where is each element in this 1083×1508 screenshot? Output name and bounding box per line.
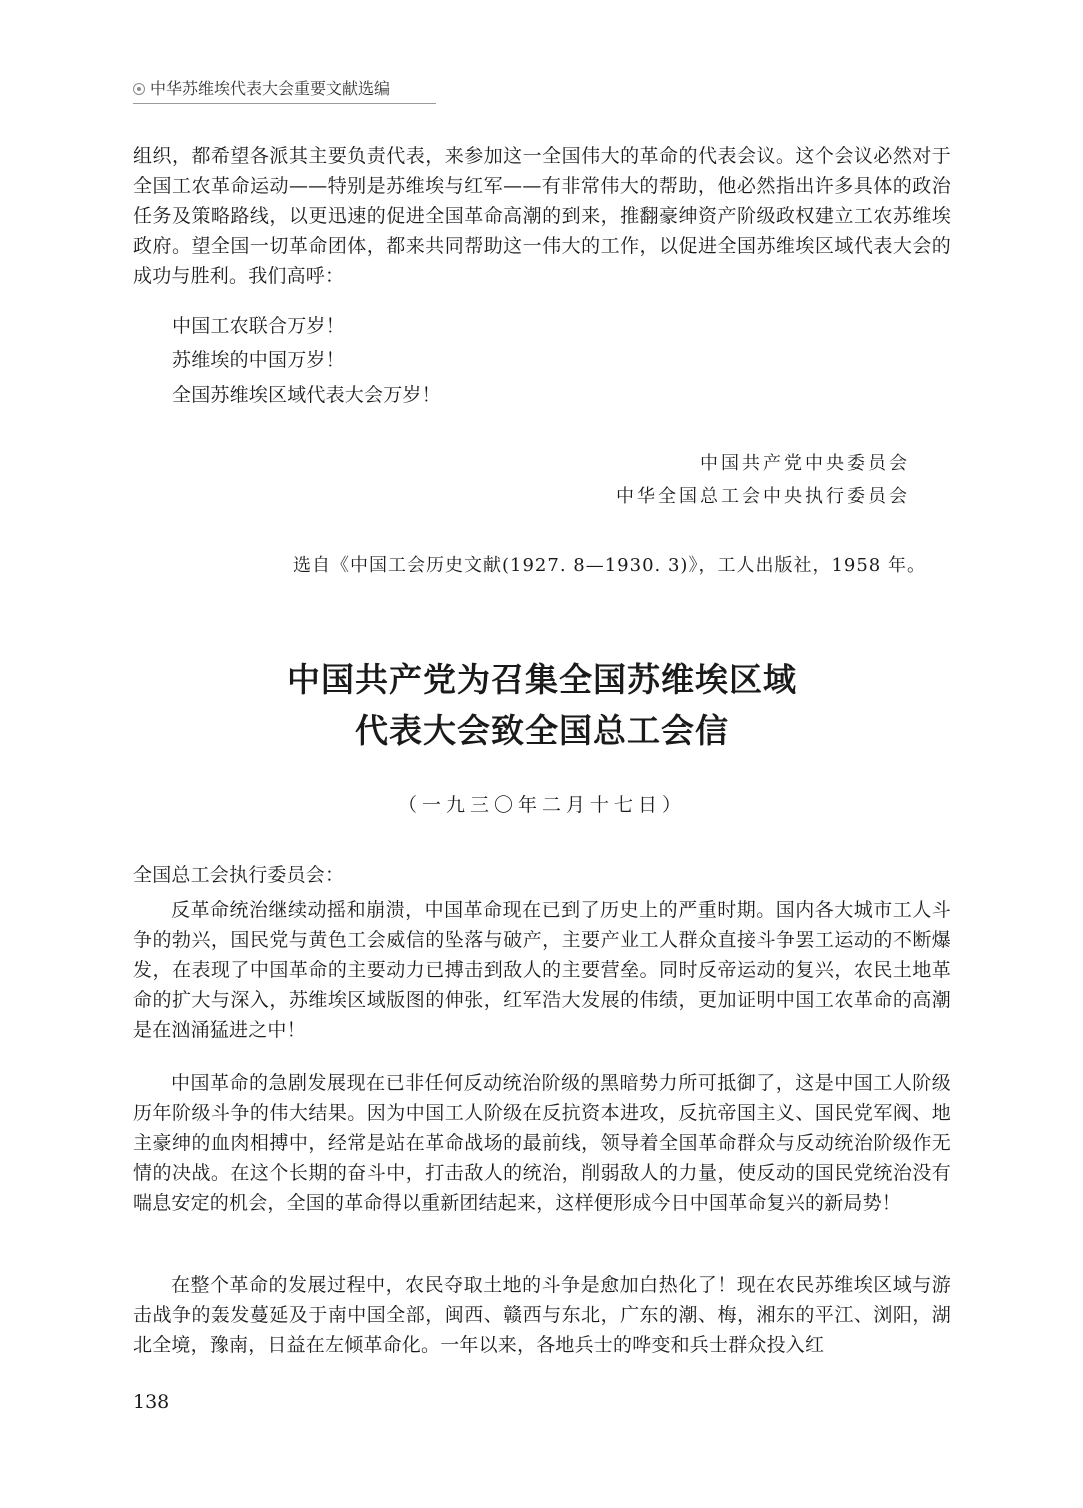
- signatory-federation-executive-committee: 中华全国总工会中央执行委员会: [616, 486, 910, 507]
- article-date: （一九三〇年二月十七日）: [397, 794, 686, 816]
- article-title-line-2: 代表大会致全国总工会信: [355, 711, 729, 750]
- body-paragraph-1: 反革命统治继续动摇和崩溃，中国革命现在已到了历史上的严重时期。国内各大城市工人斗争的勃兴，国民党与黄色工会威信的坠落与破产，主要产业工人群众直接斗争罢工运动的不断爆发，在表现了中国革命的主要动力已搏击到敌人的主要营垒。同时反帝运动的复兴，农民土地革命的扩大与深入，苏维埃区域版图的伸张，红军浩大发展的伟绩，更加证明中国工农革命的高潮是在汹涌猛进之中！: [133, 899, 951, 1041]
- article-title-line-1: 中国共产党为召集全国苏维埃区域: [287, 660, 797, 699]
- bullet-circle-icon: [133, 83, 145, 95]
- body-paragraph-2: 中国革命的急剧发展现在已非任何反动统治阶级的黑暗势力所可抵御了，这是中国工人阶级历年阶级斗争的伟大结果。因为中国工人阶级在反抗资本进攻，反抗帝国主义、国民党军阀、地主豪绅的血肉相搏中，经常是站在革命战场的最前线，领导着全国革命群众与反动统治阶级作无情的决战。在这个长期的奋斗中，打击敌人的统治，削弱敌人的力量，使反动的国民党统治没有喘息安定的机会，全国的革命得以重新团结起来，这样便形成今日中国革命复兴的新局势！: [133, 1072, 951, 1214]
- running-header: [133, 79, 436, 104]
- slogan-3: 全国苏维埃区域代表大会万岁！: [172, 384, 441, 406]
- slogan-2: 苏维埃的中国万岁！: [172, 349, 345, 371]
- signatory-ccp-central-committee: 中国共产党中央委员会: [700, 453, 910, 474]
- intro-paragraph: 组织，都希望各派其主要负责代表，来参加这一全国伟大的革命的代表会议。这个会议必然对于全国工农革命运动——特别是苏维埃与红军——有非常伟大的帮助，他必然指出许多具体的政治任务及策略路线，以更迅速的促进全国革命高潮的到来，推翻豪绅资产阶级政权建立工农苏维埃政府。望全国一切革命团体，都来共同帮助这一伟大的工作，以促进全国苏维埃区域代表大会的成功与胜利。我们高呼：: [133, 145, 951, 287]
- slogan-1: 中国工农联合万岁！: [172, 315, 345, 337]
- salutation: 全国总工会执行委员会：: [133, 864, 345, 886]
- body-paragraph-3: 在整个革命的发展过程中，农民夺取土地的斗争是愈加白热化了！现在农民苏维埃区域与游击战争的轰发蔓延及于南中国全部，闽西、赣西与东北，广东的潮、梅，湘东的平江、浏阳，湖北全境，豫南，日益在左倾革命化。一年以来，各地兵士的哗变和兵士群众投入红: [133, 1274, 951, 1356]
- source-note: 选自《中国工会历史文献(1927. 8—1930. 3)》，工人出版社，1958 年。: [293, 555, 926, 576]
- page-number: 138: [133, 1391, 170, 1413]
- book-title: 中华苏维埃代表大会重要文献选编: [150, 79, 391, 98]
